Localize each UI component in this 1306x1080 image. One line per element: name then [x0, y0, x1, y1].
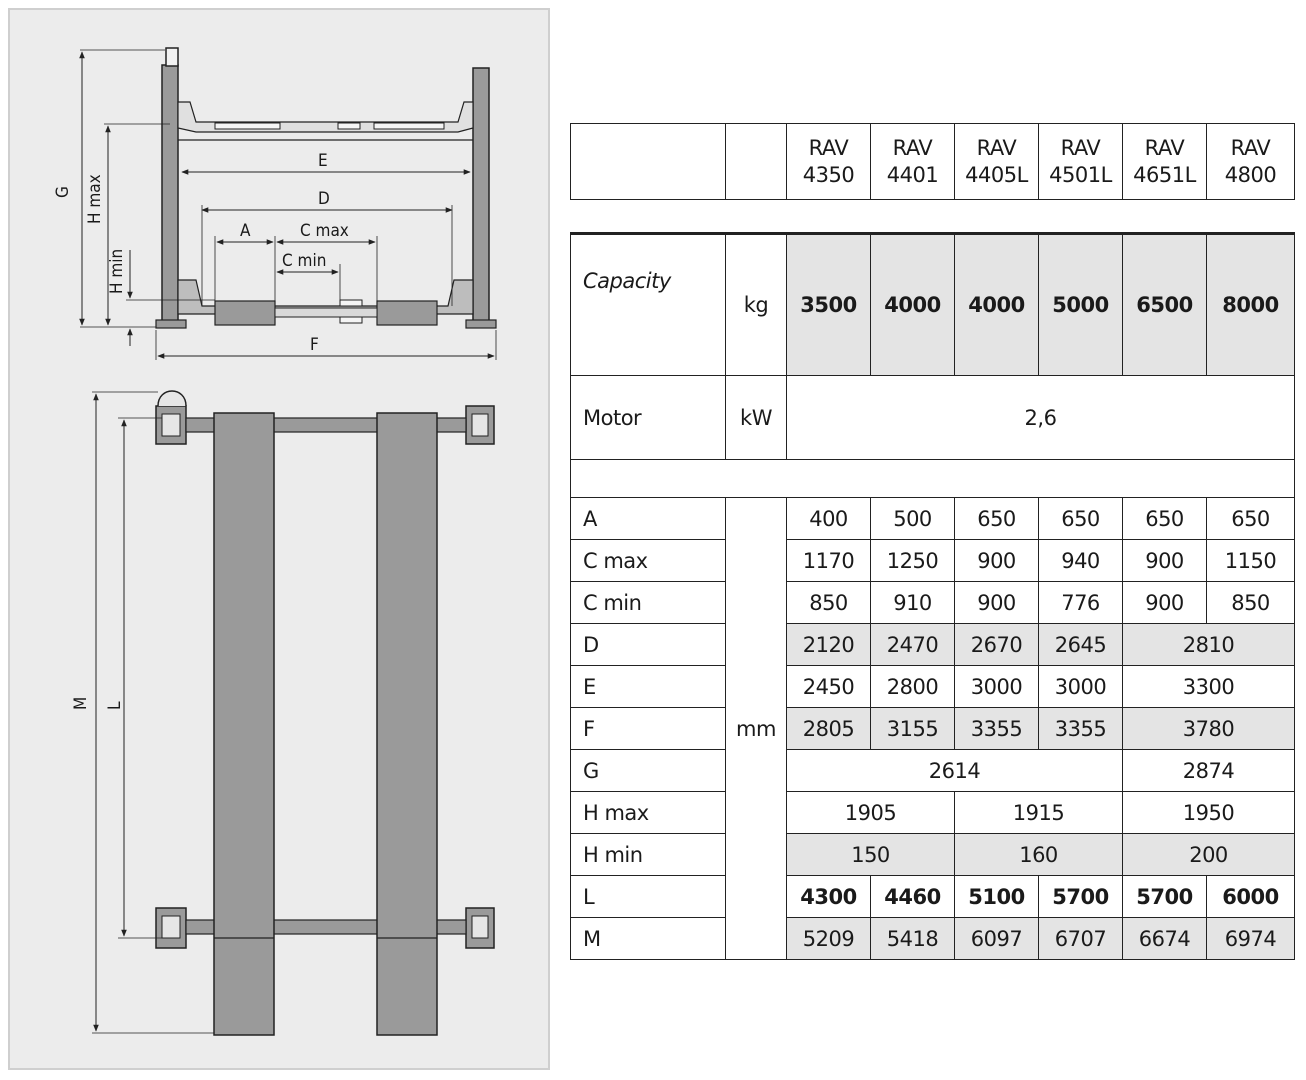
top-left-runway: [214, 413, 274, 1035]
cell-value-merged: 3300: [1123, 666, 1295, 708]
cell-value: 6974: [1207, 918, 1295, 960]
dim-label-d: D: [318, 189, 330, 209]
capacity-value: 5000: [1039, 234, 1123, 376]
capacity-value: 4000: [955, 234, 1039, 376]
dim-row-l: [571, 876, 1295, 918]
cell-value: 2470: [871, 624, 955, 666]
row-label: E: [571, 666, 726, 708]
cell-value: 650: [1207, 498, 1295, 540]
cell-value: 900: [1123, 582, 1207, 624]
motor-row: [571, 376, 1295, 460]
row-label: G: [571, 750, 726, 792]
cell-value: 6097: [955, 918, 1039, 960]
row-label: M: [571, 918, 726, 960]
cell-value-merged: 2614: [787, 750, 1123, 792]
cell-value: 5209: [787, 918, 871, 960]
cell-value: 6674: [1123, 918, 1207, 960]
cell-value: 6707: [1039, 918, 1123, 960]
dim-row-c-max: [571, 540, 1295, 582]
cell-value: 3355: [955, 708, 1039, 750]
motor-label: Motor: [571, 376, 726, 460]
cell-value: 940: [1039, 540, 1123, 582]
cell-value: 3000: [955, 666, 1039, 708]
capacity-row: [571, 234, 1295, 376]
dim-row-c-min: [571, 582, 1295, 624]
cell-value-merged: 1915: [955, 792, 1123, 834]
top-right-runway: [377, 413, 437, 1035]
spacer-row: [571, 200, 1295, 234]
dim-row-m: [571, 918, 1295, 960]
header-unit-cell: [726, 124, 787, 200]
row-label: D: [571, 624, 726, 666]
model-header: RAV 4350: [787, 124, 871, 200]
motor-unit: kW: [726, 376, 787, 460]
cell-value: 900: [955, 582, 1039, 624]
dim-label-e: E: [318, 151, 328, 171]
cell-value: 1150: [1207, 540, 1295, 582]
row-label: L: [571, 876, 726, 918]
cell-value: 5100: [955, 876, 1039, 918]
capacity-value: 4000: [871, 234, 955, 376]
cell-value: 500: [871, 498, 955, 540]
right-runway: [377, 301, 437, 325]
lift-dimension-drawing: [10, 10, 552, 1072]
row-label: H min: [571, 834, 726, 876]
row-label: C max: [571, 540, 726, 582]
dim-row-g: [571, 750, 1295, 792]
capacity-value: 8000: [1207, 234, 1295, 376]
model-header-row: [571, 124, 1295, 200]
cell-value: 2805: [787, 708, 871, 750]
cell-value: 5700: [1039, 876, 1123, 918]
cell-value: 4300: [787, 876, 871, 918]
cell-value: 650: [1039, 498, 1123, 540]
cell-value: 3355: [1039, 708, 1123, 750]
cell-value: 900: [955, 540, 1039, 582]
top-view: [71, 391, 494, 1035]
mm-unit: mm: [726, 498, 787, 960]
cell-value: 900: [1123, 540, 1207, 582]
dim-row-f: [571, 708, 1295, 750]
cell-value-merged: 160: [955, 834, 1123, 876]
cell-value-merged: 1950: [1123, 792, 1295, 834]
side-view: [53, 48, 496, 360]
cell-value: 2670: [955, 624, 1039, 666]
dim-label-c-min: C min: [282, 251, 327, 271]
model-header: RAV 4651L: [1123, 124, 1207, 200]
model-header: RAV 4401: [871, 124, 955, 200]
cell-value-merged: 1905: [787, 792, 955, 834]
dim-label-m: M: [71, 696, 91, 710]
right-column: [473, 68, 489, 323]
cell-value: 3000: [1039, 666, 1123, 708]
cell-value-merged: 2874: [1123, 750, 1295, 792]
dim-label-h-max: H max: [85, 174, 105, 224]
cell-value: 5418: [871, 918, 955, 960]
spacer-row: [571, 460, 1295, 498]
column-cap: [166, 48, 178, 66]
cell-value: 850: [1207, 582, 1295, 624]
cell-value: 400: [787, 498, 871, 540]
left-runway: [215, 301, 275, 325]
cell-value: 850: [787, 582, 871, 624]
cell-value: 650: [955, 498, 1039, 540]
header-empty-cell: [571, 124, 726, 200]
cell-value-merged: 150: [787, 834, 955, 876]
dim-label-a: A: [240, 221, 251, 241]
left-column: [162, 65, 178, 323]
model-header: RAV 4800: [1207, 124, 1295, 200]
cell-value: 650: [1123, 498, 1207, 540]
motor-value: 2,6: [787, 376, 1295, 460]
dim-label-l: L: [105, 701, 125, 710]
cell-value: 3155: [871, 708, 955, 750]
dim-label-h-min: H min: [107, 248, 127, 294]
cell-value: 2450: [787, 666, 871, 708]
dim-label-f: F: [310, 335, 319, 355]
row-label: H max: [571, 792, 726, 834]
cell-value: 2120: [787, 624, 871, 666]
cell-value: 1170: [787, 540, 871, 582]
cell-value: 5700: [1123, 876, 1207, 918]
spec-table: [570, 123, 1295, 960]
cell-value: 2645: [1039, 624, 1123, 666]
dim-row-d: [571, 624, 1295, 666]
cell-value: 776: [1039, 582, 1123, 624]
cell-value-merged: 3780: [1123, 708, 1295, 750]
cell-value-merged: 200: [1123, 834, 1295, 876]
capacity-unit: kg: [726, 234, 787, 376]
cell-value-merged: 2810: [1123, 624, 1295, 666]
dim-row-h-max: [571, 792, 1295, 834]
row-label: C min: [571, 582, 726, 624]
dim-row-h-min: [571, 834, 1295, 876]
model-header: RAV 4501L: [1039, 124, 1123, 200]
cell-value: 1250: [871, 540, 955, 582]
capacity-label: Capacity: [571, 234, 726, 376]
row-label: A: [571, 498, 726, 540]
cell-value: 910: [871, 582, 955, 624]
row-label: F: [571, 708, 726, 750]
cell-value: 6000: [1207, 876, 1295, 918]
model-header: RAV 4405L: [955, 124, 1039, 200]
dim-row-e: [571, 666, 1295, 708]
dim-row-a: [571, 498, 1295, 540]
dim-label-g: G: [53, 186, 73, 198]
lift-drawing-panel: [8, 8, 550, 1070]
cell-value: 4460: [871, 876, 955, 918]
capacity-value: 3500: [787, 234, 871, 376]
dim-label-c-max: C max: [300, 221, 349, 241]
capacity-value: 6500: [1123, 234, 1207, 376]
cell-value: 2800: [871, 666, 955, 708]
